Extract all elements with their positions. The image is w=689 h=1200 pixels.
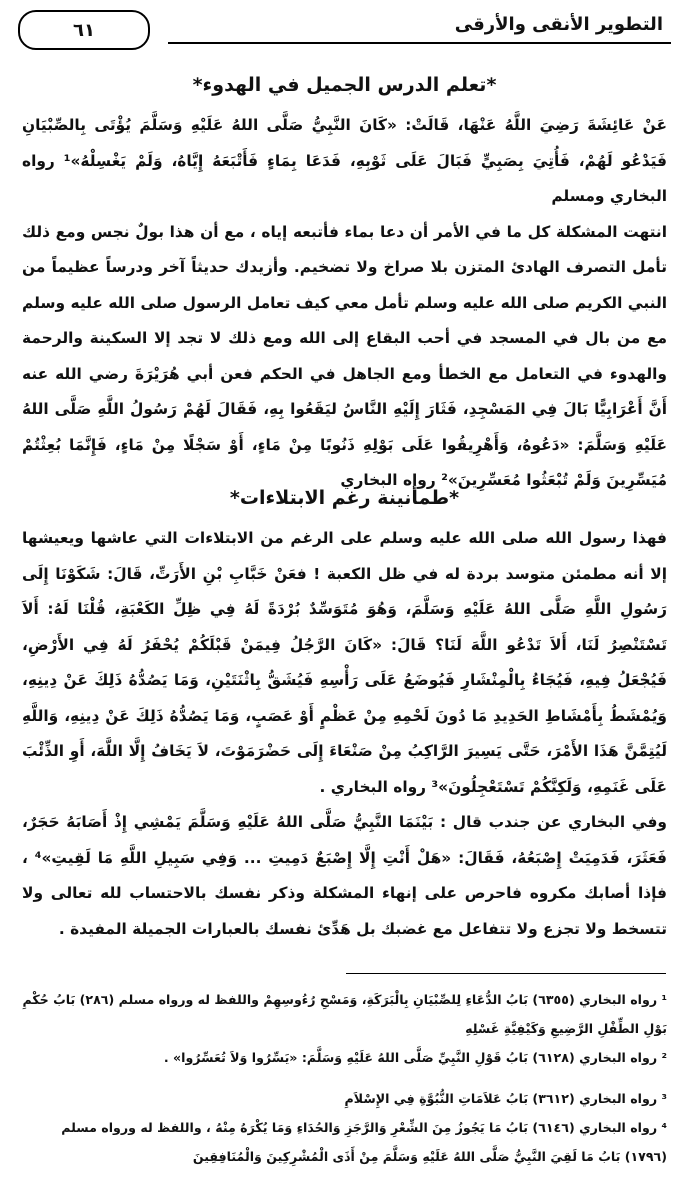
footnote-2: ² رواه البخاري (٦١٢٨) بَابُ قَوْلِ النَّبِيِّ صَلَّى اللهُ عَلَيْهِ وَسَلَّمَ: «يَسِّرُوا وَلاَ تُعَسِّرُوا» . (163, 1050, 667, 1065)
section-title-tranquility: *طمأنينة رغم الابتلاءات* (229, 487, 460, 509)
section-body-tranquility (22, 521, 667, 947)
running-title: التطوير الأنقى والأرقى (454, 14, 663, 35)
paragraph-bedouin-mosque: انتهت المشكلة كل ما في الأمر أن دعا بماء فأتبعه إياه ، مع أن هذا بولٌ نجس ومع ذلك تأمل التصرف الهادئ المتزن بلا صراخ ولا تضخيم. وأزيدك حديثاً آخر ودرساً عظيماً من النبي الكريم صلى الله عليه وسلم تأمل معي كيف تعامل الرسول صلى الله عليه وسلم مع من بال في المسجد في أحب البقاع إلى الله ومع ذلك لا تجد إلا السكينة والرحمة والهدوء في التعامل مع الخطأ ومع الجاهل في الحكم فعن أبي هُرَيْرَةَ رضي الله عنه أَنَّ أَعْرَابِيًّا بَالَ فِي المَسْجِدِ، فَثَارَ إِلَيْهِ النَّاسُ ليَقَعُوا بِهِ، فَقَالَ لَهُمْ رَسُولُ اللَّهِ صَلَّى اللهُ عَلَيْهِ وَسَلَّمَ: «دَعُوهُ، وَأَهْرِيقُوا عَلَى بَوْلِهِ ذَنُوبًا مِنْ مَاءٍ، أَوْ سَجْلًا مِنْ مَاءٍ، فَإِنَّمَا بُعِثْتُمْ مُيَسِّرِينَ وَلَمْ تُبْعَثُوا مُعَسِّرِينَ»² رواه البخاري (22, 222, 667, 489)
header-divider (168, 42, 671, 44)
section-title-calm-lesson: *تعلم الدرس الجميل في الهدوء* (192, 74, 497, 96)
paragraph-jundub-hadith: وفي البخاري عن جندب قال : بَيْنَمَا النَّبِيُّ صَلَّى اللهُ عَلَيْهِ وَسَلَّمَ يَمْشِي إِذْ أَصَابَهُ حَجَرٌ، فَعَثَرَ، فَدَمِيَتْ إِصْبَعُهُ، فَقَالَ: «هَلْ أَنْتِ إِلَّا إِصْبَعٌ دَمِيتِ ... وَفِي سَبِيلِ اللَّهِ مَا لَقِيتِ»⁴ ، فإذا أصابك مكروه فاحرص على إنهاء المشكلة وذكر نفسك بالاحتساب لله تعالى ولا تتسخط ولا تجزع ولا تتفاعل مع غضبك بل هَدِّئ نفسك بالعبارات الجميلة المفيدة . (22, 813, 667, 938)
page-number: ٦١ (18, 10, 150, 50)
footnotes (22, 985, 667, 1171)
footnote-1: ¹ رواه البخاري (٦٣٥٥) بَابُ الدُّعَاءِ لِلصِّبْيَانِ بِالْبَرَكَةِ، وَمَسْحِ رُءُوسِهِمْ واللفظ له ورواه مسلم (٢٨٦) بَابُ حُكْمِ بَوْلِ الطِّفْلِ الرَّضِيعِ وَكَيْفِيَّةِ غَسْلِهِ (22, 992, 667, 1036)
footnote-divider (346, 973, 666, 974)
footnote-3: ³ رواه البخاري (٣٦١٢) بَابُ عَلاَمَاتِ النُّبُوَّةِ فِي الإِسْلاَمِ (344, 1091, 667, 1106)
section-body-calm-lesson (22, 108, 667, 499)
paragraph-khabbab-hadith: فهذا رسول الله صلى الله عليه وسلم على الرغم من الابتلاءات التي عاشها ويعيشها إلا أنه مطمئن متوسد بردة له في ظل الكعبة ! فعَنْ خَبَّابِ بْنِ الأَرَتِّ، قَالَ: شَكَوْنَا إِلَى رَسُولِ اللَّهِ صَلَّى اللهُ عَلَيْهِ وَسَلَّمَ، وَهُوَ مُتَوَسِّدٌ بُرْدَةً لَهُ فِي ظِلِّ الكَعْبَةِ، قُلْنَا لَهُ: أَلاَ تَسْتَنْصِرُ لَنَا، أَلاَ تَدْعُو اللَّهَ لَنَا؟ قَالَ: «كَانَ الرَّجُلُ فِيمَنْ قَبْلَكُمْ يُحْفَرُ لَهُ فِي الأَرْضِ، فَيُجْعَلُ فِيهِ، فَيُجَاءُ بِالْمِنْشَارِ فَيُوضَعُ عَلَى رَأْسِهِ فَيُشَقُّ بِاثْنَتَيْنِ، وَمَا يَصُدُّهُ ذَلِكَ عَنْ دِينِهِ، وَيُمْشَطُ بِأَمْشَاطِ الحَدِيدِ مَا دُونَ لَحْمِهِ مِنْ عَظْمٍ أَوْ عَصَبٍ، وَمَا يَصُدُّهُ ذَلِكَ عَنْ دِينِهِ، وَاللَّهِ لَيُتِمَّنَّ هَذَا الأَمْرَ، حَتَّى يَسِيرَ الرَّاكِبُ مِنْ صَنْعَاءَ إِلَى حَضْرَمَوْتَ، لاَ يَخَافُ إِلَّا اللَّهَ، أَوِ الذِّئْبَ عَلَى غَنَمِهِ، وَلَكِنَّكُمْ تَسْتَعْجِلُونَ»³ رواه البخاري . (22, 529, 667, 796)
page-header (18, 6, 671, 52)
paragraph-hadith-aisha: عَنْ عَائِشَةَ رَضِيَ اللَّهُ عَنْهَا، قَالَتْ: «كَانَ النَّبِيُّ صَلَّى اللهُ عَلَيْهِ وَسَلَّمَ يُؤْتَى بِالصِّبْيَانِ فَيَدْعُو لَهُمْ، فَأُتِيَ بِصَبِيٍّ فَبَالَ عَلَى ثَوْبِهِ، فَدَعَا بِمَاءٍ فَأَتْبَعَهُ إِيَّاهُ، وَلَمْ يَغْسِلْهُ»¹ رواه البخاري ومسلم (22, 116, 667, 205)
footnote-4: ⁴ رواه البخاري (٦١٤٦) بَابُ مَا يَجُوزُ مِنَ الشِّعْرِ وَالرَّجَزِ وَالحُدَاءِ وَمَا يُكْرَهُ مِنْهُ ، واللفظ له ورواه مسلم (١٧٩٦) بَابُ مَا لَقِيَ النَّبِيُّ صَلَّى اللهُ عَلَيْهِ وَسَلَّمَ مِنْ أَذَى الْمُشْرِكِينَ وَالْمُنَافِقِينَ (61, 1120, 667, 1164)
